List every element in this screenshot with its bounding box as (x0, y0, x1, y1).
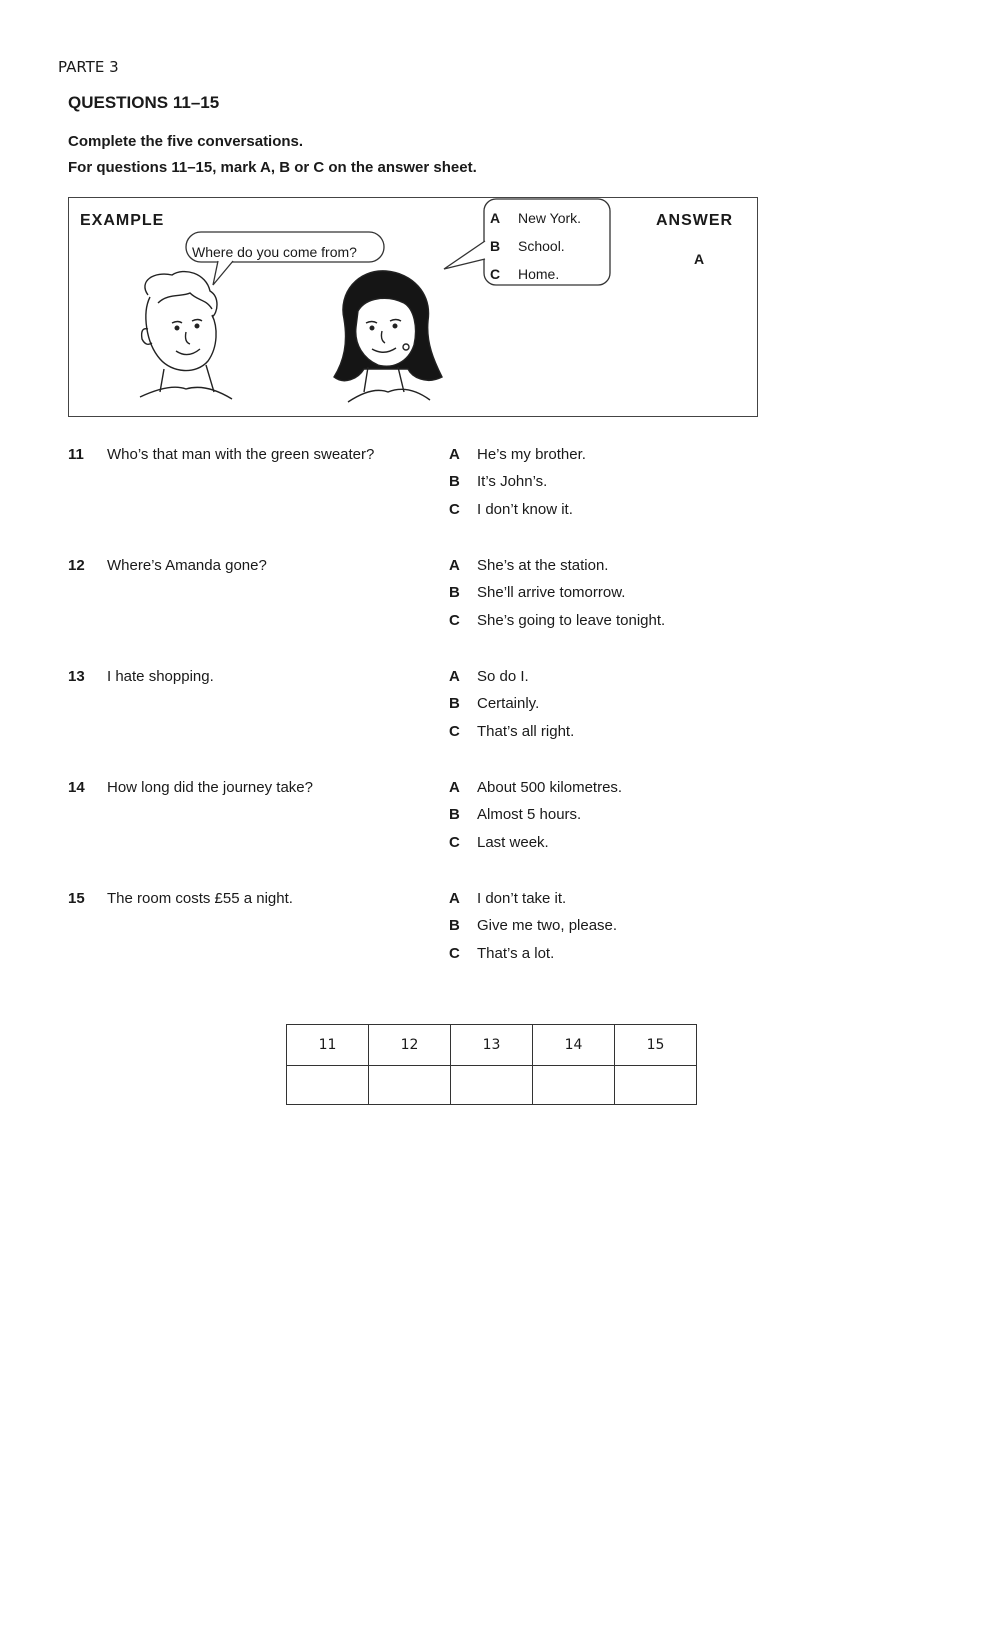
option-letter: C (449, 612, 460, 629)
option-text: New York. (518, 210, 582, 226)
question-number: 13 (68, 668, 85, 685)
example-answer: A (694, 251, 705, 267)
option-text: He’s my brother. (477, 446, 586, 463)
answer-cell-14[interactable] (533, 1066, 615, 1105)
option-letter: A (490, 210, 501, 226)
question-text: I hate shopping. (107, 668, 214, 685)
option-text: That’s all right. (477, 723, 575, 740)
option-text: I don’t know it. (477, 501, 573, 518)
answer-grid-header: 13 (451, 1025, 533, 1066)
question-number: 12 (68, 557, 85, 574)
example-option-a (490, 210, 581, 226)
option-letter: A (449, 557, 460, 574)
question-number: 15 (68, 890, 85, 907)
option-letter: A (449, 890, 460, 907)
option-letter: A (449, 446, 460, 463)
option-text: She’ll arrive tomorrow. (477, 584, 626, 601)
option-letter: C (449, 501, 460, 518)
instruction-line-2: For questions 11–15, mark A, B or C on the answer sheet. (68, 159, 477, 176)
option-text: So do I. (477, 668, 529, 685)
option-text: School. (518, 238, 565, 254)
questions-title: QUESTIONS 11–15 (68, 93, 220, 112)
answer-cell-15[interactable] (615, 1066, 697, 1105)
option-letter: B (449, 806, 460, 823)
option-text: She’s at the station. (477, 557, 609, 574)
option-letter: C (449, 723, 460, 740)
question-text: Where’s Amanda gone? (107, 557, 267, 574)
answer-grid-header: 15 (615, 1025, 697, 1066)
option-letter: C (449, 834, 460, 851)
option-text: About 500 kilometres. (477, 779, 623, 796)
option-text: Certainly. (477, 695, 540, 712)
option-letter: B (449, 473, 460, 490)
question-text: The room costs £55 a night. (107, 890, 293, 907)
option-letter: C (449, 945, 460, 962)
answer-cell-13[interactable] (451, 1066, 533, 1105)
question-number: 14 (68, 779, 85, 796)
option-text: Home. (518, 266, 560, 282)
girl-drawing-icon (334, 271, 442, 402)
section-label: PARTE 3 (58, 58, 119, 76)
boy-drawing-icon (140, 272, 232, 399)
question-text: How long did the journey take? (107, 779, 313, 796)
question-text: Who’s that man with the green sweater? (107, 446, 375, 463)
option-letter: B (449, 917, 460, 934)
option-text: That’s a lot. (477, 945, 555, 962)
answer-grid (286, 1024, 697, 1105)
example-label: EXAMPLE (80, 212, 165, 229)
instruction-line-1: Complete the five conversations. (68, 133, 304, 150)
example-option-b (490, 238, 565, 254)
option-text: I don’t take it. (477, 890, 567, 907)
option-text: Almost 5 hours. (477, 806, 582, 823)
example-question: Where do you come from? (192, 244, 357, 260)
option-text: Give me two, please. (477, 917, 618, 934)
option-letter: B (490, 238, 501, 254)
option-text: It’s John’s. (477, 473, 548, 490)
option-letter: B (449, 584, 460, 601)
answer-grid-header: 11 (287, 1025, 369, 1066)
answer-grid-header: 14 (533, 1025, 615, 1066)
option-letter: A (449, 779, 460, 796)
option-text: She’s going to leave tonight. (477, 612, 666, 629)
answer-label: ANSWER (656, 212, 734, 229)
option-letter: B (449, 695, 460, 712)
example-option-c (490, 266, 559, 282)
option-letter: A (449, 668, 460, 685)
example-illustration (68, 197, 758, 417)
answer-cell-12[interactable] (369, 1066, 451, 1105)
option-letter: C (490, 266, 501, 282)
answer-cell-11[interactable] (287, 1066, 369, 1105)
option-text: Last week. (477, 834, 549, 851)
answer-grid-header: 12 (369, 1025, 451, 1066)
question-number: 11 (68, 446, 84, 463)
